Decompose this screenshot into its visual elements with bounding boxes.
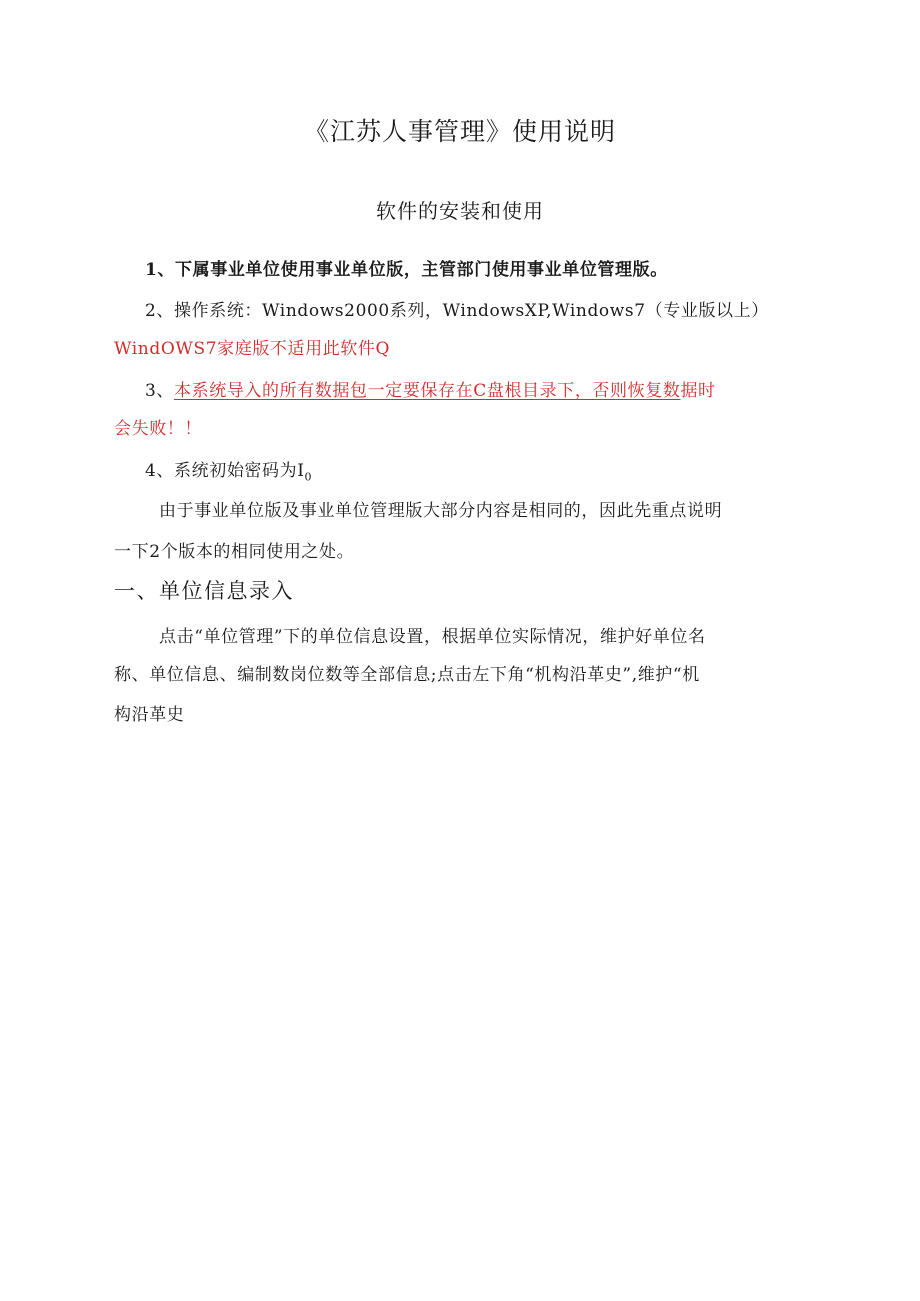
item-3-prefix: 3、 xyxy=(145,381,175,401)
section-1-line-1: 点击“单位管理”下的单位信息设置，根据单位实际情况，维护好单位名 xyxy=(159,627,706,647)
item-3-line-1 xyxy=(145,376,815,401)
item-1: 1、下属事业单位使用事业单位版，主管部门使用事业单位管理版。 xyxy=(145,260,668,280)
intro-paragraph-line-2: 一下2个版本的相同使用之处。 xyxy=(114,542,355,562)
document-subtitle: 软件的安装和使用 xyxy=(376,199,544,223)
item-3-warning-tail: 据时 xyxy=(680,381,716,401)
document-title: 《江苏人事管理》使用说明 xyxy=(303,117,616,146)
intro-paragraph-line-1: 由于事业单位版及事业单位管理版大部分内容是相同的，因此先重点说明 xyxy=(159,501,723,521)
item-4 xyxy=(145,456,815,483)
item-2-line-1: 2、操作系统：Windows2000系列，WindowsXP,Windows7（专业版以上） xyxy=(145,301,769,321)
section-1-line-2: 称、单位信息、编制数岗位数等全部信息;点击左下角“机构沿革史”,维护“机 xyxy=(114,665,700,685)
item-4-text: 4、系统初始密码为I xyxy=(145,461,305,481)
item-3-line-2: 会失败！！ xyxy=(114,419,202,439)
item-4-subscript: 0 xyxy=(304,470,313,484)
item-2-line-2: WindOWS7家庭版不适用此软件Q xyxy=(114,339,391,359)
section-1-line-3: 构沿革史 xyxy=(114,705,185,725)
item-3-warning-underlined: 本系统导入的所有数据包一定要保存在C盘根目录下，否则恢复数 xyxy=(174,381,681,401)
section-1-heading: 一、单位信息录入 xyxy=(114,579,294,603)
